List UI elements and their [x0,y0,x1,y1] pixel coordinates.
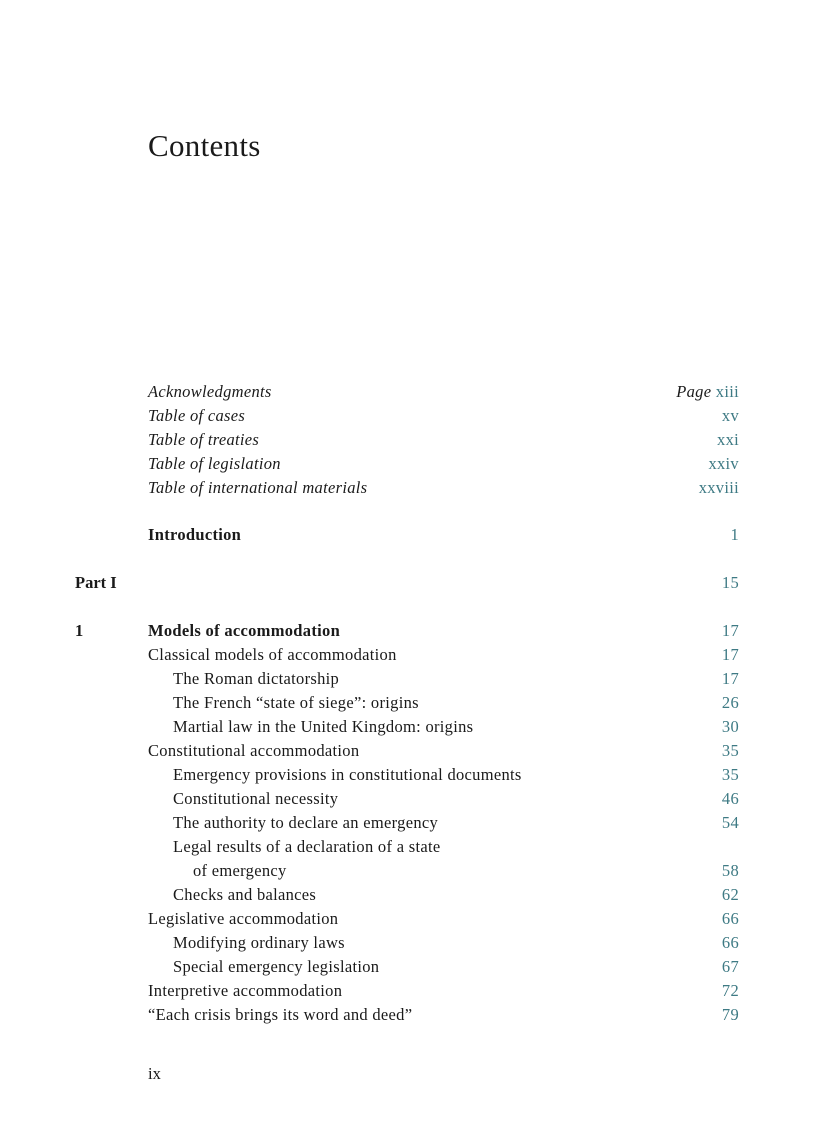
toc-entry-label: Table of treaties [148,430,260,449]
toc-entry-label: Martial law in the United Kingdom: origins [173,717,474,736]
toc-entry-table-of-treaties[interactable] [0,428,816,452]
toc-entry-label: The French “state of siege”: origins [173,693,419,712]
toc-entry-section[interactable] [0,979,816,1003]
toc-entry-section[interactable] [0,643,816,667]
toc-entry-label: Emergency provisions in constitutional documents [173,765,522,784]
toc-entry-subsection-continuation[interactable] [0,859,816,883]
toc-entry-page: 17 [721,669,739,688]
toc-entry-page: 67 [721,957,739,976]
toc-entry-subsection[interactable] [0,835,816,859]
toc-entry-page: 66 [721,933,739,952]
toc-entry-chapter-1[interactable] [0,619,816,643]
toc-entry-page: 30 [721,717,739,736]
toc-entry-label: Special emergency legislation [173,957,380,976]
toc-entry-label: Legislative accommodation [148,909,339,928]
toc-entry-page: 35 [721,765,739,784]
toc-entry-page: 46 [721,789,739,808]
toc-entry-subsection[interactable] [0,667,816,691]
toc-entry-page: 35 [721,741,739,760]
toc-entry-label: The Roman dictatorship [173,669,340,688]
page-title: Contents [148,128,261,163]
toc-entry-label: Table of cases [148,406,246,425]
toc-entry-page [676,380,739,404]
toc-entry-subsection[interactable] [0,811,816,835]
toc-entry-table-of-international-materials[interactable] [0,476,816,500]
toc-entry-label: Constitutional accommodation [148,741,360,760]
toc-entry-page: 62 [721,885,739,904]
toc-entry-subsection[interactable] [0,715,816,739]
page-prefix: Page [676,382,712,401]
toc-entry-page: 79 [721,1005,739,1024]
toc-entry-page: 17 [721,621,739,640]
toc-entry-page: 72 [721,981,739,1000]
toc-entry-page: 54 [721,813,739,832]
toc-entry-label: Models of accommodation [148,621,341,640]
toc-entry-page: xxiv [708,454,739,473]
toc-entry-page: 17 [721,645,739,664]
toc-entry-label: Modifying ordinary laws [173,933,345,952]
toc-entry-subsection[interactable] [0,883,816,907]
toc-entry-section[interactable] [0,739,816,763]
toc-entry-label: of emergency [193,861,287,880]
toc-entry-label: Introduction [148,525,242,544]
toc-entry-label: Interpretive accommodation [148,981,343,1000]
toc-entry-label: Table of legislation [148,454,281,473]
toc-entry-page: 1 [730,525,739,544]
toc-entry-table-of-cases[interactable] [0,404,816,428]
page-number: xiii [715,382,739,401]
toc-entry-page: 26 [721,693,739,712]
toc-entry-label: Table of international materials [148,478,368,497]
toc-entry-label: The authority to declare an emergency [173,813,439,832]
toc-entry-acknowledgments[interactable] [0,380,816,404]
toc-entry-page: 15 [721,573,739,592]
toc-entry-subsection[interactable] [0,955,816,979]
toc-entry-subsection[interactable] [0,931,816,955]
toc-entry-table-of-legislation[interactable] [0,452,816,476]
toc-entry-label: Legal results of a declaration of a state [173,837,441,856]
toc-entry-page: 58 [721,861,739,880]
toc-entry-label: Constitutional necessity [173,789,339,808]
toc-entry-subsection[interactable] [0,691,816,715]
toc-entry-label: “Each crisis brings its word and deed” [148,1005,413,1024]
toc-entry-label: Checks and balances [173,885,317,904]
toc-entry-label: Classical models of accommodation [148,645,397,664]
part-label: Part I [75,573,117,592]
toc-entry-subsection[interactable] [0,763,816,787]
toc-entry-page: 66 [721,909,739,928]
toc-entry-subsection[interactable] [0,787,816,811]
toc-entry-page: xxi [717,430,739,449]
toc-entry-page: xxviii [698,478,739,497]
chapter-number: 1 [75,621,84,640]
page-folio: ix [148,1064,161,1083]
toc-entry-introduction[interactable] [0,523,816,547]
toc-entry-part-i[interactable] [0,571,816,595]
toc-entry-section[interactable] [0,1003,816,1027]
toc-entry-page: xv [721,406,739,425]
toc-entry-label: Acknowledgments [148,382,272,401]
toc-entry-section[interactable] [0,907,816,931]
